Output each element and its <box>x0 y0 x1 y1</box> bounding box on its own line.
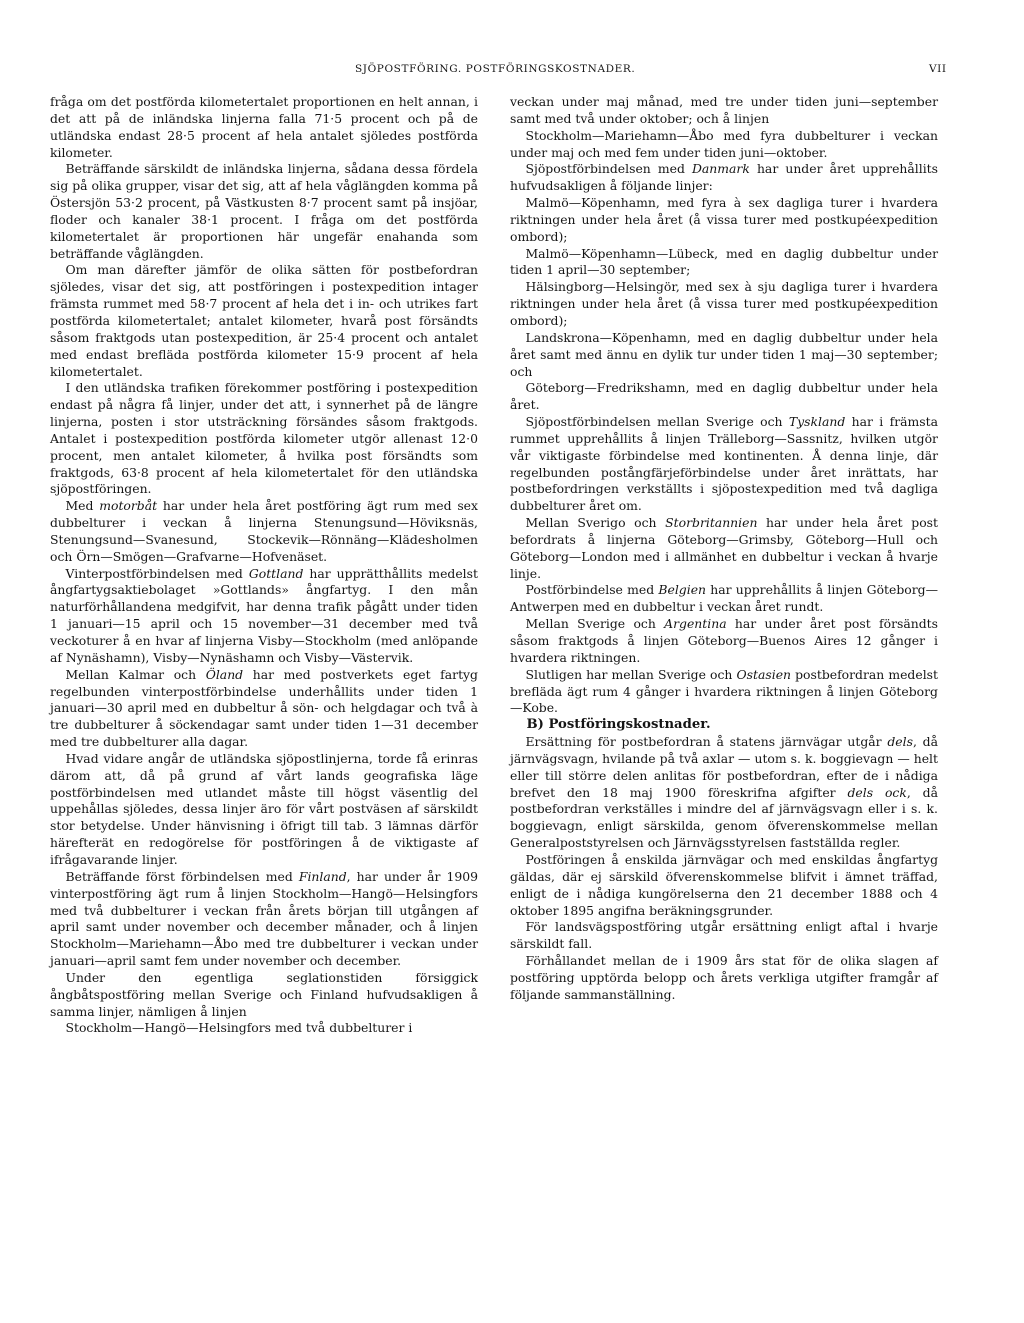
text-run: Vinterpostförbindelsen med <box>65 565 249 581</box>
route-entry: Landskrona—Köpenhamn, med en daglig dubbeltur under hela året samt med ännu en dylik tur under tiden 1 maj—30 september; och <box>510 329 938 379</box>
italic-term: motorbåt <box>99 498 158 514</box>
paragraph <box>50 566 478 667</box>
paragraph: Stockholm—Mariehamn—Åbo med fyra dubbelturer i veckan under maj och med fem under tiden juni—oktober. <box>510 127 938 160</box>
header-title: SJÖPOSTFÖRING. POSTFÖRINGSKOSTNADER. <box>355 63 636 75</box>
text-run: Beträffande först förbindelsen med <box>65 868 299 884</box>
paragraph <box>50 498 478 565</box>
route-entry: Malmö—Köpenhamn—Lübeck, med en daglig dubbeltur under tiden 1 april—30 september; <box>510 245 938 278</box>
text-run: Sjöpostförbindelsen med <box>525 161 692 177</box>
italic-term: dels ock <box>847 784 907 800</box>
paragraph: veckan under maj månad, med tre under tiden juni—september samt med två under oktober; och å linjen <box>510 94 938 126</box>
paragraph: Stockholm—Hangö—Helsingfors med två dubbelturer i <box>65 1020 413 1036</box>
italic-term: Storbritannien <box>665 515 758 531</box>
text-run: har under året upprehållits hufvudsakligen å följande linjer: <box>510 161 939 194</box>
route-entry: Malmö—Köpenhamn, med fyra à sex dagliga turer i hvardera riktningen under hela året (å vissa turer med postkupéexpedition ombord); <box>510 195 938 244</box>
italic-term: Ostasien <box>736 666 792 682</box>
text-run: har upprehållits å linjen Göteborg—Antwerpen med en dubbeltur i veckan året rundt. <box>510 582 938 615</box>
text-run: har med postverkets eget fartyg regelbunden vinterpostförbindelse underhållits under tiden 1 januari—30 april med en dubbeltur å sön- och helgdagar och två à tre dubbelturer å söckendagar samt under tiden 1—31 december med tre dubbelturer alla dagar. <box>50 666 478 750</box>
paragraph <box>510 616 938 667</box>
route-entry: Hälsingborg—Helsingör, med sex à sju dagliga turer i hvardera riktningen under hela året (å vissa turer med postkupéexpedition ombord); <box>510 279 938 328</box>
left-column <box>50 94 478 1037</box>
text-run: Slutligen har mellan Sverige och <box>525 666 737 682</box>
italic-term: Belgien <box>658 582 707 598</box>
italic-term: Tyskland <box>788 414 846 430</box>
text-run: , då järnvägsvagn, hvilande på två axlar — utom s. k. boggievagn — helt eller till större delen anlitas för postbefordran, efter de i nådiga brefvet den 18 maj 1900 föreskrifna afgifter <box>510 734 938 800</box>
paragraph: För landsvägspostföring utgår ersättning enligt aftal i hvarje särskildt fall. <box>510 919 938 952</box>
italic-term: Finland <box>298 868 347 884</box>
paragraph <box>510 161 938 195</box>
text-run: postbefordran medelst brefläda ägt rum 4 gånger i hvardera riktningen å linjen Göteborg—Kobe. <box>510 666 938 716</box>
paragraph: Beträffande särskildt de inländska linjerna, sådana dessa fördela sig på olika grupper, visar det sig, att af hela våglängden komma på Östersjön 53·2 procent, på Västkusten 8·7 procent samt på insjöar, floder och kanaler 38·1 procent. I fråga om det postförda kilometertalet är proportionen här ungefär enahanda som beträffande våglängden. <box>50 161 478 261</box>
paragraph <box>510 582 938 616</box>
text-run: har upprätthållits medelst ångfartygsaktiebolaget »Gottlands» ångfartyg. I den mån naturförhållandena medgifvit, har denna trafik pågått under tiden 1 januari—15 april och 15 november—31 december med två veckoturer å en hvar af linjerna Visby—Stockholm (med anlöpande af Nynäshamn), Visby—Nynäshamn och Visby—Västervik. <box>50 565 478 665</box>
paragraph: Förhållandet mellan de i 1909 års stat för de olika slagen af postföring upptörda belopp och årets verkliga utgifter framgår af följande sammanställning. <box>510 953 938 1002</box>
text-run: Ersättning för postbefordran å statens järnvägar utgår <box>525 734 888 750</box>
paragraph: Om man därefter jämför de olika sätten för postbefordran sjöledes, visar det sig, att postföringen i postexpedition intager främsta rummet med 58·7 procent af hela det i in- och utrikes fart postförda kilometertalet; antalet kilometer, hvarå post försändts såsom fraktgods utan postexpedition, är 25·4 procent och antalet med endast brefläda postförda kilometer 15·9 procent af hela kilometertalet. <box>50 262 478 379</box>
paragraph <box>510 515 938 582</box>
paragraph: fråga om det postförda kilometertalet proportionen en helt annan, i det att på de inländska linjerna falla 71·5 procent och på de utländska endast 28·5 procent af hela antalet sjöledes postförda kilometer. <box>50 94 478 160</box>
text-run: Mellan Kalmar och <box>65 666 206 682</box>
paragraph <box>510 734 938 852</box>
text-run: , då postbefordran verkställes i mindre del af järnvägsvagn eller i s. k. boggievagn, enligt särskilda, genom öfverenskommelse mellan Generalpoststyrelsen och Järnvägsstyrelsen fastställda regler. <box>510 784 938 851</box>
text-run: Mellan Sverigo och <box>525 515 666 531</box>
text-run: har i främsta rummet upprehållits å linjen Trälleborg—Sassnitz, hvilken utgör vår viktigaste förbindelse med kontinenten. Å denna linje, där regelbunden postångfärjeförbindelse under året inrättats, har postbefordringen verkställts i sjöpostexpedition med två dagliga dubbelturer året om. <box>510 414 938 514</box>
section-heading: B) Postföringskostnader. <box>526 717 711 733</box>
text-run: har under hela året postföring ägt rum med sex dubbelturer i veckan å linjerna Stenungsund—Höviksnäs, Stenungsund—Svanesund, Stockevik—Rönnäng—Klädesholmen och Örn—Smögen—Grafvarne—Hofvenäset. <box>50 498 479 564</box>
right-column <box>510 94 938 1004</box>
text-run: har under året post försändts såsom fraktgods å linjen Göteborg—Buenos Aires 12 gånger i hvardera riktningen. <box>510 616 938 665</box>
text-run: , har under år 1909 vinterpostföring ägt rum å linjen Stockholm—Hangö—Helsingfors med två dubbelturer i veckan från årets början till utgången af april samt under november och december månader, och å linjen Stockholm—Mariehamn—Åbo med tre dubbelturer i veckan under januari—april samt fem under november och december. <box>50 868 478 969</box>
italic-term: Gottland <box>248 565 304 581</box>
text-run: Med <box>65 498 100 514</box>
paragraph <box>50 667 478 751</box>
paragraph <box>510 667 938 718</box>
paragraph <box>50 869 478 970</box>
text-run: Postförbindelse med <box>525 582 659 598</box>
text-run: Sjöpostförbindelsen mellan Sverige och <box>525 414 789 430</box>
paragraph: Hvad vidare angår de utländska sjöpostlinjerna, torde få erinras därom att, då på grund af vårt lands geografiska läge postförbindelsen med utlandet måste till högst väsentlig del uppehållas sjöledes, dessa linjer äro för vårt postväsen af särskildt stor betydelse. Under hänvisning i öfrigt till tab. 3 lämnas därför härefterät en redogörelse för postföringen å de viktigaste af ifrågavarande linjer. <box>50 750 478 867</box>
italic-term: Argentina <box>664 616 727 632</box>
italic-term: Danmark <box>691 161 750 177</box>
text-run: har under hela året post befordrats å linjerna Göteborg—Grimsby, Göteborg—Hull och Göteborg—London med i allmänhet en dubbeltur i veckan å hvarje linje. <box>510 515 938 581</box>
paragraph <box>510 414 938 515</box>
paragraph: Postföringen å enskilda järnvägar och med enskildas ångfartyg gäldas, där ej särskild öfverenskommelse blifvit i ämnet träffad, enligt de i nådiga kungörelserna den 21 december 1888 och 4 oktober 1895 angifna beräkningsgrunder. <box>510 851 938 918</box>
italic-term: Öland <box>205 666 244 682</box>
route-entry: Göteborg—Fredrikshamn, med en daglig dubbeltur under hela året. <box>510 380 938 413</box>
italic-term: dels <box>887 734 913 750</box>
page-number: VII <box>929 63 947 75</box>
running-header <box>0 63 1024 83</box>
paragraph: I den utländska trafiken förekommer postföring i postexpedition endast på några få linjer, under det att, i synnerhet på de längre linjerna, posten i stor utsträckning försändes såsom fraktgods. Antalet i postexpedition postförda kilometer utgör allenast 12·0 procent, men antalet kilometer, å hvilka post försändts som fraktgods, 63·8 procent af hela kilometertalet för den utländska sjöpostföringen. <box>50 380 478 497</box>
paragraph: Under den egentliga seglationstiden försiggick ångbåtspostföring mellan Sverige och Finland hufvudsakligen å samma linjer, nämligen å linjen <box>50 969 478 1019</box>
text-run: Mellan Sverige och <box>525 616 665 632</box>
